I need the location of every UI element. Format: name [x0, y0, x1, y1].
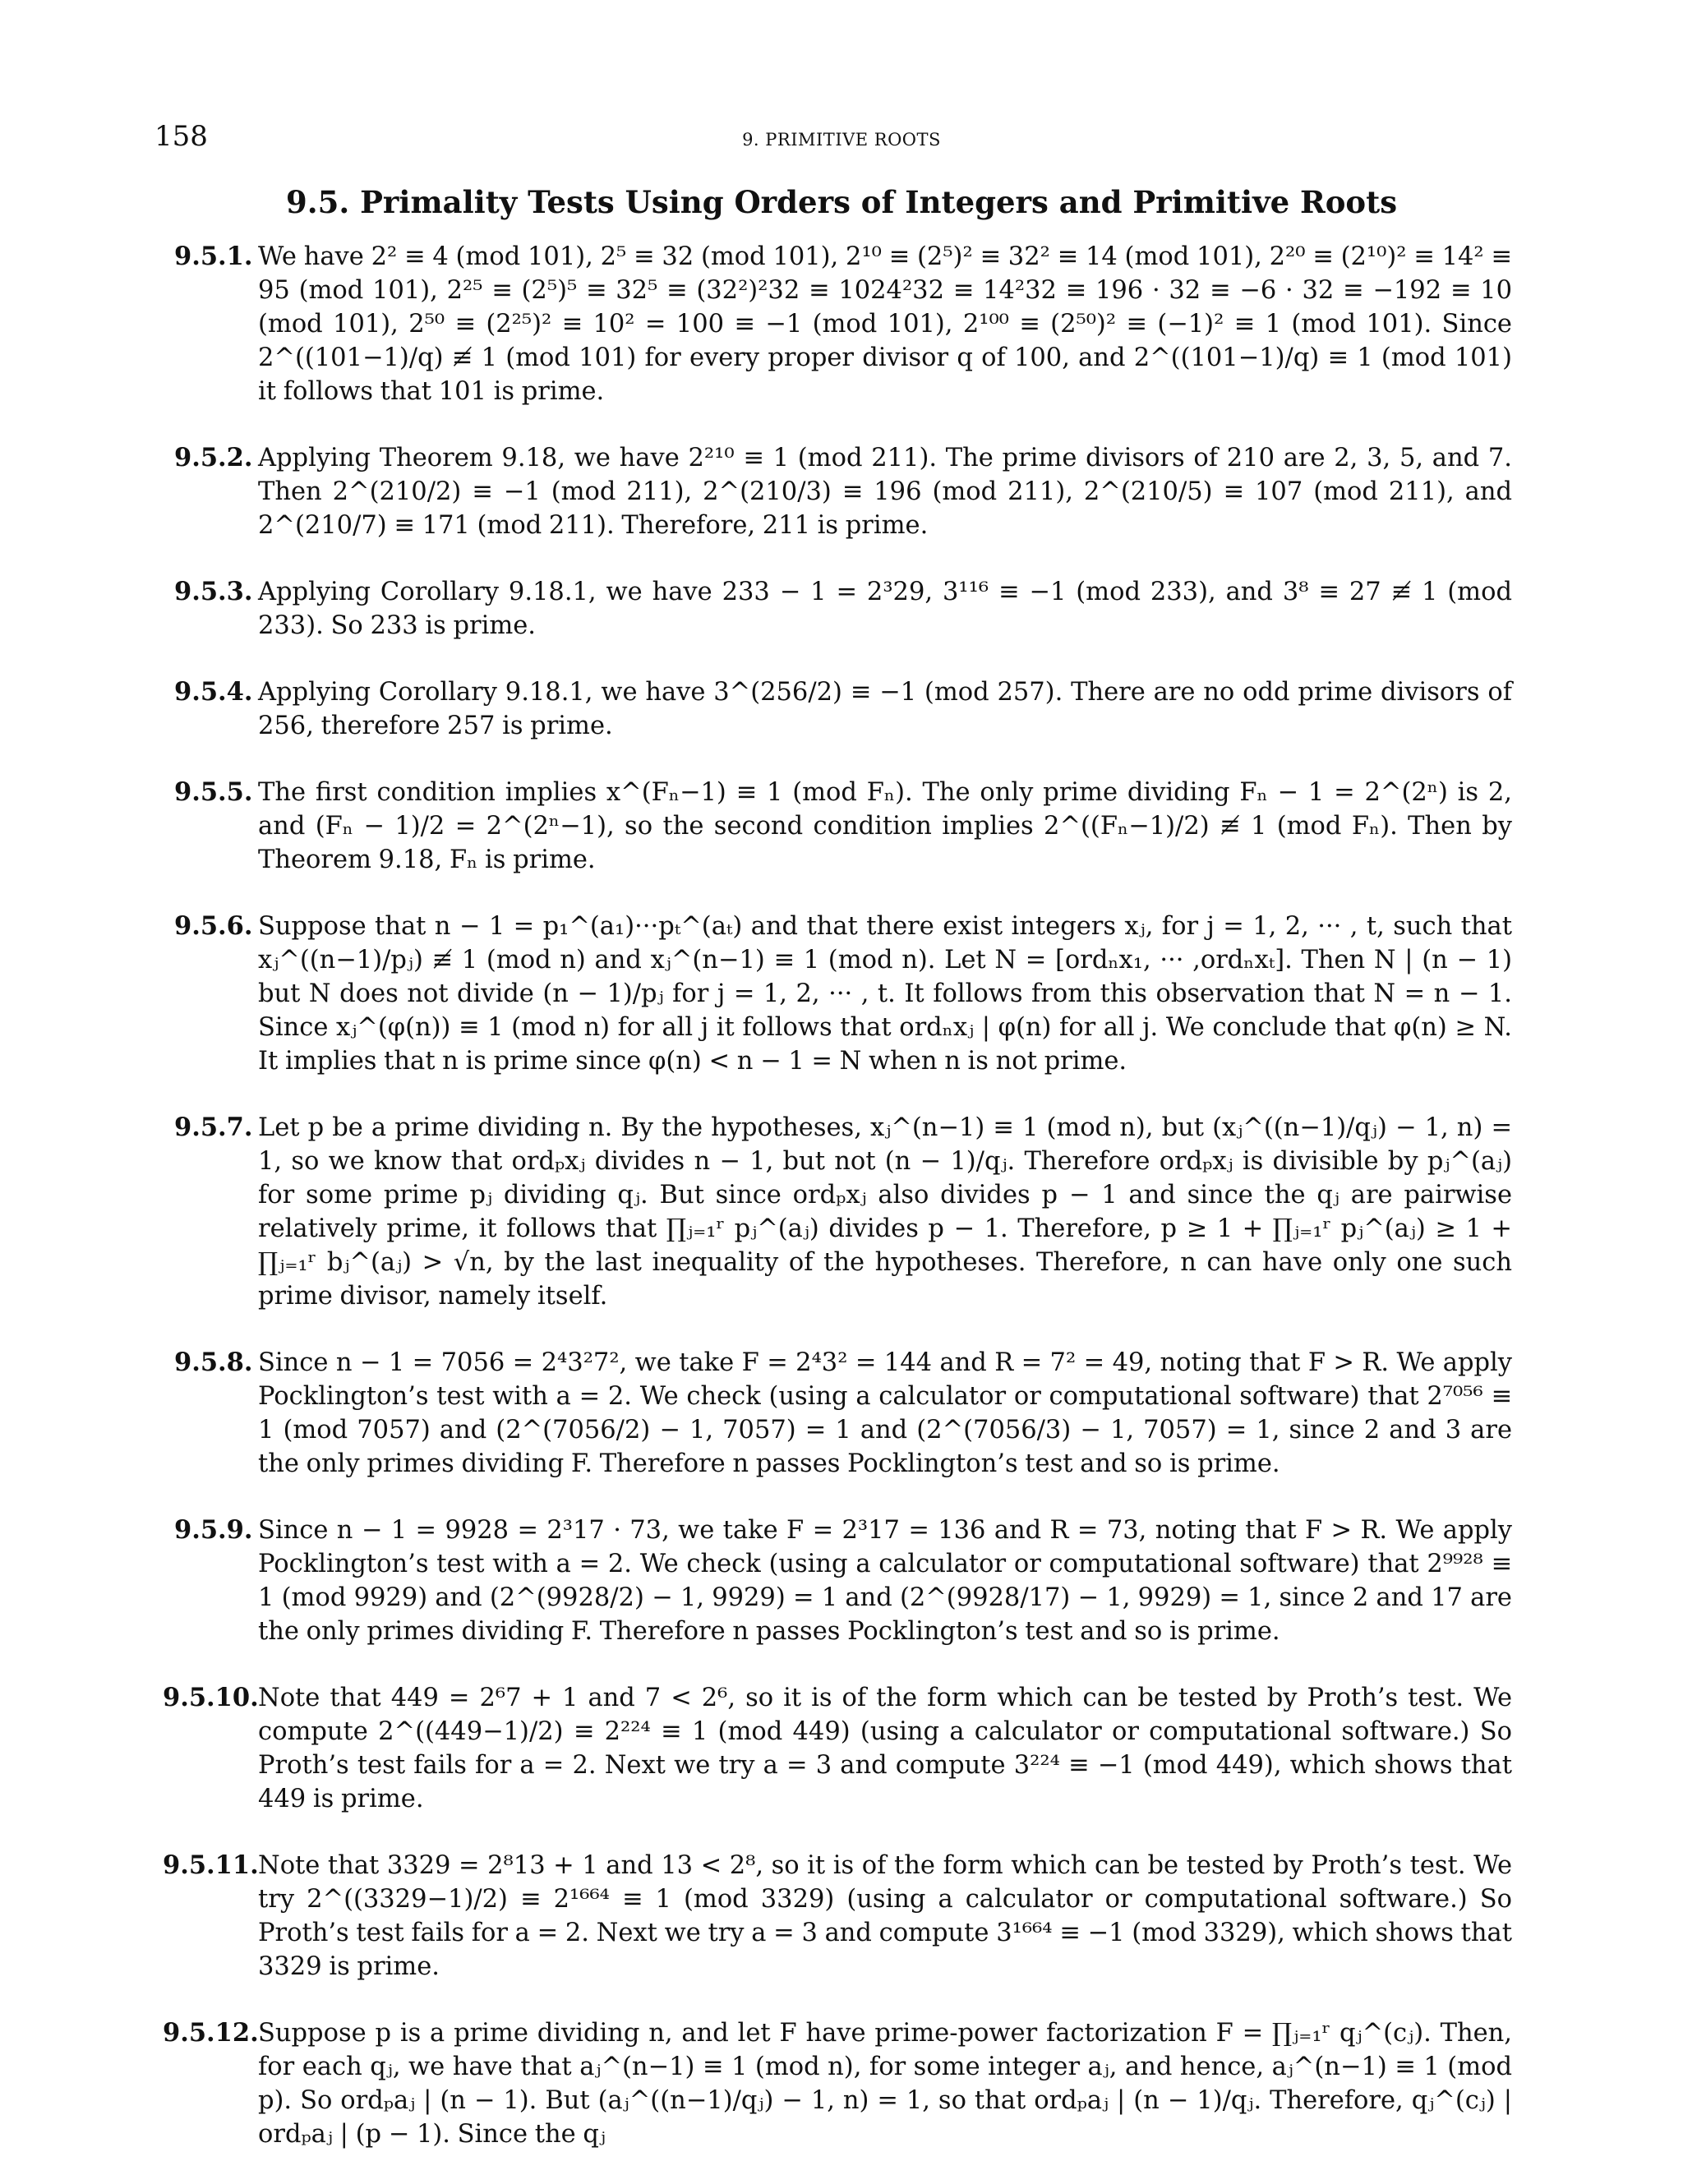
exercise-text: Since n − 1 = 9928 = 2³17 · 73, we take F = 2³17 = 136 and R = 73, noting that F > R. We apply Pocklington’s test with a = 2. We check (using a calculator or computational software) that 2⁹⁹²⁸ ≡ 1 (mod 9929) and (2^(9928/2) − 1, 9929) = 1 and (2^(9928/17) − 1, 9929) = 1, since 2 and 17 are the only primes dividing F. Therefore n passes Pocklington’s test and so is prime.: [258, 1516, 1512, 1646]
exercise-text: Note that 3329 = 2⁸13 + 1 and 13 < 2⁸, so it is of the form which can be tested by Proth’s test. We try 2^((3329−1)/2) ≡ 2¹⁶⁶⁴ ≡ 1 (mod 3329) (using a calculator or computational software.) So Proth’s test fails for a = 2. Next we try a = 3 and compute 3¹⁶⁶⁴ ≡ −1 (mod 3329), which shows that 3329 is prime.: [258, 1851, 1512, 1981]
exercise-9-5-12: [163, 2016, 1512, 2151]
exercise-number: 9.5.4.: [174, 677, 253, 707]
exercise-text: Note that 449 = 2⁶7 + 1 and 7 < 2⁶, so it is of the form which can be tested by Proth’s test. We compute 2^((449−1)/2) ≡ 2²²⁴ ≡ 1 (mod 449) (using a calculator or computational software.) So Proth’s test fails for a = 2. Next we try a = 3 and compute 3²²⁴ ≡ −1 (mod 449), which shows that 449 is prime.: [258, 1684, 1512, 1813]
exercise-text: We have 2² ≡ 4 (mod 101), 2⁵ ≡ 32 (mod 101), 2¹⁰ ≡ (2⁵)² ≡ 32² ≡ 14 (mod 101), 2²⁰ ≡ (2¹⁰)² ≡ 14² ≡ 95 (mod 101), 2²⁵ ≡ (2⁵)⁵ ≡ 32⁵ ≡ (32²)²32 ≡ 1024²32 ≡ 14²32 ≡ 196 · 32 ≡ −6 · 32 ≡ −192 ≡ 10 (mod 101), 2⁵⁰ ≡ (2²⁵)² ≡ 10² = 100 ≡ −1 (mod 101), 2¹⁰⁰ ≡ (2⁵⁰)² ≡ (−1)² ≡ 1 (mod 101). Since 2^((101−1)/q) ≢ 1 (mod 101) for every proper divisor q of 100, and 2^((101−1)/q) ≡ 1 (mod 101) it follows that 101 is prime.: [258, 242, 1512, 406]
section-title: 9.5. Primality Tests Using Orders of Integers and Primitive Roots: [285, 184, 1398, 220]
exercise-9-5-9: [176, 1514, 1512, 1648]
exercise-text: The first condition implies x^(Fₙ−1) ≡ 1 (mod Fₙ). The only prime dividing Fₙ − 1 = 2^(2ⁿ) is 2, and (Fₙ − 1)/2 = 2^(2ⁿ−1), so the second condition implies 2^((Fₙ−1)/2) ≢ 1 (mod Fₙ). Then by Theorem 9.18, Fₙ is prime.: [258, 778, 1512, 874]
exercise-9-5-1: [176, 240, 1512, 408]
exercise-9-5-2: [176, 441, 1512, 542]
exercise-text: Applying Corollary 9.18.1, we have 233 − 1 = 2³29, 3¹¹⁶ ≡ −1 (mod 233), and 3⁸ ≡ 27 ≢ 1 (mod 233). So 233 is prime.: [258, 578, 1512, 640]
running-head: 9. PRIMITIVE ROOTS: [742, 130, 941, 150]
exercise-number: 9.5.2.: [174, 443, 253, 472]
exercise-9-5-5: [176, 776, 1512, 877]
exercise-number: 9.5.11.: [163, 1850, 259, 1880]
exercise-text: Let p be a prime dividing n. By the hypotheses, xⱼ^(n−1) ≡ 1 (mod n), but (xⱼ^((n−1)/qⱼ) − 1, n) = 1, so we know that ordₚxⱼ divides n − 1, but not (n − 1)/qⱼ. Therefore ordₚxⱼ is divisible by pⱼ^(aⱼ) for some prime pⱼ dividing qⱼ. But since ordₚxⱼ also divides p − 1 and since the qⱼ are pairwise relatively prime, it follows that ∏ⱼ₌₁ʳ pⱼ^(aⱼ) divides p − 1. Therefore, p ≥ 1 + ∏ⱼ₌₁ʳ pⱼ^(aⱼ) ≥ 1 + ∏ⱼ₌₁ʳ bⱼ^(aⱼ) > √n, by the last inequality of the hypotheses. Therefore, n can have only one such prime divisor, namely itself.: [258, 1113, 1512, 1311]
exercise-text: Applying Corollary 9.18.1, we have 3^(256/2) ≡ −1 (mod 257). There are no odd prime divisors of 256, therefore 257 is prime.: [258, 678, 1512, 740]
exercise-list: [163, 240, 1512, 2184]
exercise-number: 9.5.9.: [174, 1515, 253, 1545]
exercise-9-5-11: [163, 1849, 1512, 1984]
exercise-text: Suppose that n − 1 = p₁^(a₁)···pₜ^(aₜ) and that there exist integers xⱼ, for j = 1, 2, ··· , t, such that xⱼ^((n−1)/pⱼ) ≢ 1 (mod n) and xⱼ^(n−1) ≡ 1 (mod n). Let N = [ordₙx₁, ··· ,ordₙxₜ]. Then N | (n − 1) but N does not divide (n − 1)/pⱼ for j = 1, 2, ··· , t. It follows from this observation that N = n − 1. Since xⱼ^(φ(n)) ≡ 1 (mod n) for all j it follows that ordₙxⱼ | φ(n) for all j. We conclude that φ(n) ≥ N. It implies that n is prime since φ(n) < n − 1 = N when n is not prime.: [258, 912, 1512, 1076]
exercise-9-5-8: [176, 1346, 1512, 1481]
exercise-9-5-10: [163, 1681, 1512, 1816]
exercise-9-5-3: [176, 575, 1512, 643]
exercise-text: Applying Theorem 9.18, we have 2²¹⁰ ≡ 1 (mod 211). The prime divisors of 210 are 2, 3, 5, and 7. Then 2^(210/2) ≡ −1 (mod 211), 2^(210/3) ≡ 196 (mod 211), 2^(210/5) ≡ 107 (mod 211), and 2^(210/7) ≡ 171 (mod 211). Therefore, 211 is prime.: [258, 444, 1512, 540]
exercise-9-5-6: [176, 910, 1512, 1078]
exercise-9-5-7: [176, 1111, 1512, 1313]
exercise-number: 9.5.1.: [174, 242, 253, 271]
exercise-text: Since n − 1 = 7056 = 2⁴3²7², we take F = 2⁴3² = 144 and R = 7² = 49, noting that F > R. We apply Pocklington’s test with a = 2. We check (using a calculator or computational software) that 2⁷⁰⁵⁶ ≡ 1 (mod 7057) and (2^(7056/2) − 1, 7057) = 1 and (2^(7056/3) − 1, 7057) = 1, since 2 and 3 are the only primes dividing F. Therefore n passes Pocklington’s test and so is prime.: [258, 1348, 1512, 1478]
exercise-number: 9.5.7.: [174, 1113, 253, 1142]
page-number: 158: [154, 120, 208, 153]
exercise-number: 9.5.5.: [174, 777, 253, 807]
exercise-9-5-4: [176, 675, 1512, 743]
exercise-number: 9.5.6.: [174, 911, 253, 941]
exercise-number: 9.5.3.: [174, 577, 253, 606]
exercise-number: 9.5.10.: [163, 1683, 259, 1712]
exercise-text: Suppose p is a prime dividing n, and let F have prime-power factorization F = ∏ⱼ₌₁ʳ qⱼ^(cⱼ). Then, for each qⱼ, we have that aⱼ^(n−1) ≡ 1 (mod n), for some integer aⱼ, and hence, aⱼ^(n−1) ≡ 1 (mod p). So ordₚaⱼ | (n − 1). But (aⱼ^((n−1)/qⱼ) − 1, n) = 1, so that ordₚaⱼ | (n − 1)/qⱼ. Therefore, qⱼ^(cⱼ) | ordₚaⱼ | (p − 1). Since the qⱼ: [258, 2019, 1512, 2149]
exercise-number: 9.5.12.: [163, 2018, 259, 2048]
exercise-number: 9.5.8.: [174, 1348, 253, 1377]
